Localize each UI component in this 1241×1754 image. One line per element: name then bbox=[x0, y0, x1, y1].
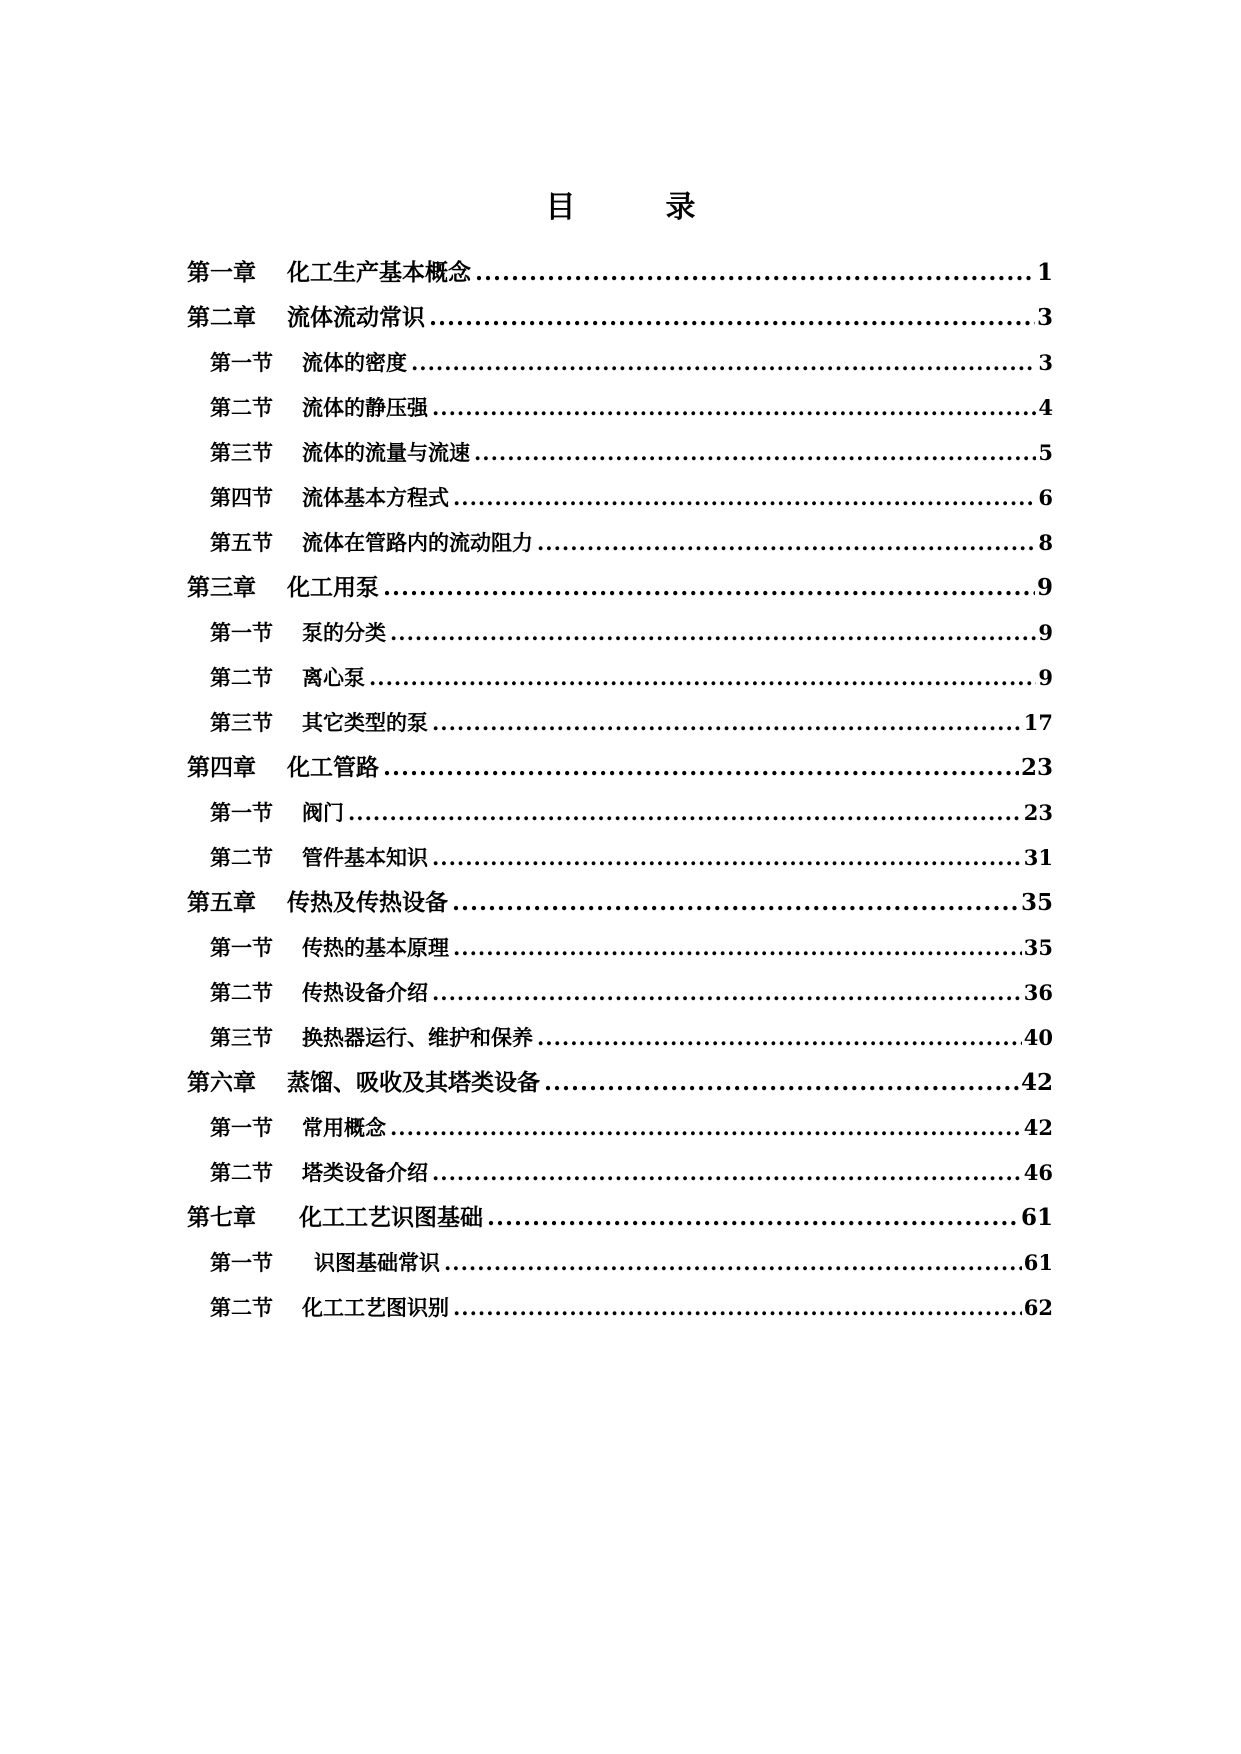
toc-section-label: 第一节 bbox=[210, 800, 273, 825]
toc-section-title: 流体在管路内的流动阻力 bbox=[302, 530, 533, 555]
toc-dot-leader bbox=[411, 340, 1036, 385]
toc-section-label: 第二节 bbox=[210, 845, 273, 870]
toc-section-label: 第三节 bbox=[210, 440, 273, 465]
title-char-2: 录 bbox=[665, 190, 696, 225]
toc-dot-leader bbox=[383, 745, 1019, 790]
toc-page-number: 1 bbox=[1036, 259, 1053, 286]
toc-section-label: 第五节 bbox=[210, 530, 273, 555]
toc-chapter-entry[interactable] bbox=[187, 565, 1053, 610]
toc-section-entry[interactable] bbox=[187, 1105, 1053, 1150]
toc-page-number: 61 bbox=[1023, 1250, 1053, 1275]
toc-page-number: 8 bbox=[1038, 530, 1053, 555]
toc-section-title: 流体的流量与流速 bbox=[302, 440, 470, 465]
toc-section-title: 传热设备介绍 bbox=[302, 980, 428, 1005]
toc-chapter-title: 流体流动常识 bbox=[287, 304, 425, 331]
toc-section-label: 第四节 bbox=[210, 485, 273, 510]
toc-section-title: 管件基本知识 bbox=[302, 845, 428, 870]
toc-section-label: 第二节 bbox=[210, 665, 273, 690]
toc-chapter-label: 第五章 bbox=[187, 889, 256, 916]
toc-dot-leader bbox=[453, 925, 1022, 970]
toc-page-number: 6 bbox=[1038, 485, 1053, 510]
toc-section-title: 泵的分类 bbox=[302, 620, 386, 645]
toc-section-entry[interactable] bbox=[187, 610, 1053, 655]
toc-page-number: 61 bbox=[1020, 1204, 1053, 1231]
toc-page-number: 42 bbox=[1020, 1069, 1053, 1096]
toc-page-number: 4 bbox=[1038, 395, 1053, 420]
toc-section-entry[interactable] bbox=[187, 340, 1053, 385]
toc-chapter-entry[interactable] bbox=[187, 250, 1053, 295]
toc-section-title: 识图基础常识 bbox=[314, 1250, 440, 1275]
toc-dot-leader bbox=[432, 1150, 1022, 1195]
toc-chapter-title: 化工生产基本概念 bbox=[287, 259, 471, 286]
toc-dot-leader bbox=[432, 700, 1022, 745]
toc-section-label: 第二节 bbox=[210, 1160, 273, 1185]
toc-chapter-title: 化工用泵 bbox=[287, 574, 379, 601]
toc-section-label: 第一节 bbox=[210, 935, 273, 960]
toc-section-entry[interactable] bbox=[187, 700, 1053, 745]
toc-page-number: 17 bbox=[1023, 710, 1053, 735]
toc-dot-leader bbox=[444, 1240, 1022, 1285]
toc-section-title: 常用概念 bbox=[302, 1115, 386, 1140]
table-of-contents bbox=[187, 250, 1053, 1330]
toc-section-title: 离心泵 bbox=[302, 665, 365, 690]
toc-page-number: 36 bbox=[1023, 980, 1053, 1005]
toc-section-title: 换热器运行、维护和保养 bbox=[302, 1025, 533, 1050]
toc-section-title: 流体的静压强 bbox=[302, 395, 428, 420]
toc-dot-leader bbox=[537, 1015, 1022, 1060]
toc-page-number: 23 bbox=[1020, 754, 1053, 781]
toc-section-label: 第一节 bbox=[210, 1250, 273, 1275]
toc-section-label: 第一节 bbox=[210, 350, 273, 375]
toc-section-label: 第三节 bbox=[210, 1025, 273, 1050]
toc-dot-leader bbox=[474, 430, 1036, 475]
toc-chapter-title: 传热及传热设备 bbox=[287, 889, 448, 916]
toc-chapter-entry[interactable] bbox=[187, 1195, 1053, 1240]
toc-chapter-label: 第七章 bbox=[187, 1204, 256, 1231]
toc-chapter-entry[interactable] bbox=[187, 880, 1053, 925]
toc-page-number: 35 bbox=[1020, 889, 1053, 916]
toc-section-entry[interactable] bbox=[187, 1015, 1053, 1060]
toc-section-entry[interactable] bbox=[187, 475, 1053, 520]
toc-dot-leader bbox=[537, 520, 1036, 565]
toc-section-title: 塔类设备介绍 bbox=[302, 1160, 428, 1185]
toc-section-entry[interactable] bbox=[187, 1240, 1053, 1285]
toc-section-entry[interactable] bbox=[187, 430, 1053, 475]
toc-chapter-label: 第一章 bbox=[187, 259, 256, 286]
toc-chapter-title: 化工工艺识图基础 bbox=[299, 1204, 483, 1231]
toc-page-number: 35 bbox=[1023, 935, 1053, 960]
toc-chapter-label: 第四章 bbox=[187, 754, 256, 781]
toc-dot-leader bbox=[348, 790, 1022, 835]
toc-chapter-title: 蒸馏、吸收及其塔类设备 bbox=[287, 1069, 540, 1096]
toc-dot-leader bbox=[544, 1060, 1019, 1105]
toc-section-label: 第三节 bbox=[210, 710, 273, 735]
toc-chapter-entry[interactable] bbox=[187, 745, 1053, 790]
toc-page-number: 9 bbox=[1036, 574, 1053, 601]
toc-section-title: 化工工艺图识别 bbox=[302, 1295, 449, 1320]
toc-section-entry[interactable] bbox=[187, 925, 1053, 970]
toc-section-title: 阀门 bbox=[302, 800, 344, 825]
toc-page-number: 31 bbox=[1023, 845, 1053, 870]
toc-dot-leader bbox=[475, 250, 1035, 295]
toc-page-number: 42 bbox=[1023, 1115, 1053, 1140]
toc-chapter-entry[interactable] bbox=[187, 295, 1053, 340]
toc-page-number: 46 bbox=[1023, 1160, 1053, 1185]
toc-page-number: 62 bbox=[1023, 1295, 1053, 1320]
toc-section-label: 第二节 bbox=[210, 1295, 273, 1320]
toc-section-label: 第二节 bbox=[210, 395, 273, 420]
toc-chapter-label: 第二章 bbox=[187, 304, 256, 331]
toc-section-entry[interactable] bbox=[187, 385, 1053, 430]
title-char-1: 目 bbox=[545, 190, 576, 225]
toc-dot-leader bbox=[487, 1195, 1019, 1240]
toc-dot-leader bbox=[432, 385, 1036, 430]
toc-section-title: 传热的基本原理 bbox=[302, 935, 449, 960]
toc-section-entry[interactable] bbox=[187, 1150, 1053, 1195]
toc-section-entry[interactable] bbox=[187, 790, 1053, 835]
toc-dot-leader bbox=[390, 1105, 1022, 1150]
toc-section-label: 第一节 bbox=[210, 620, 273, 645]
toc-dot-leader bbox=[432, 970, 1022, 1015]
toc-dot-leader bbox=[432, 835, 1022, 880]
page-title bbox=[0, 188, 1241, 228]
toc-dot-leader bbox=[453, 1285, 1022, 1330]
toc-page-number: 5 bbox=[1038, 440, 1053, 465]
toc-section-entry[interactable] bbox=[187, 835, 1053, 880]
toc-page-number: 3 bbox=[1038, 350, 1053, 375]
toc-section-label: 第一节 bbox=[210, 1115, 273, 1140]
toc-chapter-entry[interactable] bbox=[187, 1060, 1053, 1105]
toc-chapter-title: 化工管路 bbox=[287, 754, 379, 781]
toc-section-title: 流体的密度 bbox=[302, 350, 407, 375]
toc-section-entry[interactable] bbox=[187, 520, 1053, 565]
toc-section-title: 其它类型的泵 bbox=[302, 710, 428, 735]
toc-page-number: 9 bbox=[1038, 620, 1053, 645]
toc-section-entry[interactable] bbox=[187, 970, 1053, 1015]
toc-section-title: 流体基本方程式 bbox=[302, 485, 449, 510]
toc-dot-leader bbox=[369, 655, 1036, 700]
toc-page-number: 9 bbox=[1038, 665, 1053, 690]
toc-chapter-label: 第三章 bbox=[187, 574, 256, 601]
toc-section-entry[interactable] bbox=[187, 1285, 1053, 1330]
toc-page-number: 23 bbox=[1023, 800, 1053, 825]
toc-dot-leader bbox=[452, 880, 1019, 925]
toc-dot-leader bbox=[429, 295, 1035, 340]
toc-dot-leader bbox=[390, 610, 1036, 655]
toc-page-number: 40 bbox=[1023, 1025, 1053, 1050]
toc-page-number: 3 bbox=[1036, 304, 1053, 331]
toc-section-label: 第二节 bbox=[210, 980, 273, 1005]
toc-chapter-label: 第六章 bbox=[187, 1069, 256, 1096]
toc-dot-leader bbox=[383, 565, 1035, 610]
toc-dot-leader bbox=[453, 475, 1036, 520]
toc-section-entry[interactable] bbox=[187, 655, 1053, 700]
